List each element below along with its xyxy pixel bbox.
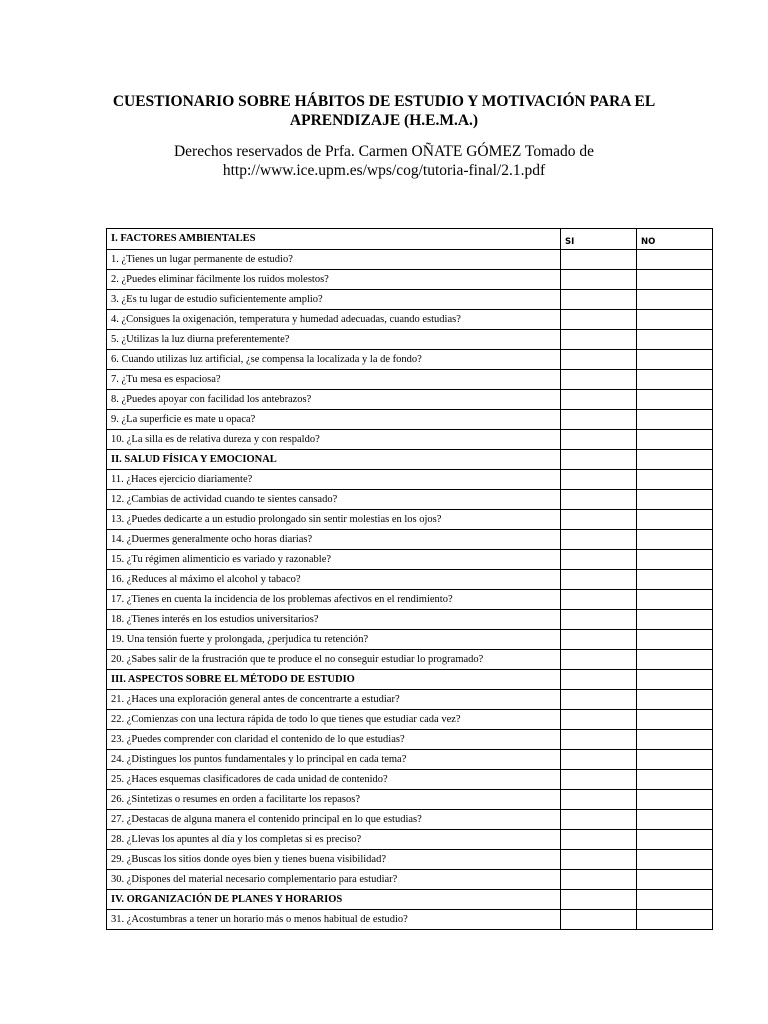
question-row bbox=[107, 710, 713, 730]
question-row bbox=[107, 550, 713, 570]
question-text: 1. ¿Tienes un lugar permanente de estudio? bbox=[107, 250, 561, 270]
question-row bbox=[107, 330, 713, 350]
no-answer-cell[interactable] bbox=[637, 590, 713, 610]
si-answer-cell[interactable] bbox=[561, 410, 637, 430]
question-row bbox=[107, 390, 713, 410]
no-answer-cell[interactable] bbox=[637, 530, 713, 550]
si-answer-cell[interactable] bbox=[561, 610, 637, 630]
si-answer-cell[interactable] bbox=[561, 270, 637, 290]
question-row bbox=[107, 810, 713, 830]
no-answer-cell[interactable] bbox=[637, 430, 713, 450]
section-title: II. SALUD FÍSICA Y EMOCIONAL bbox=[107, 450, 561, 470]
question-text: 6. Cuando utilizas luz artificial, ¿se compensa la localizada y la de fondo? bbox=[107, 350, 561, 370]
si-answer-cell[interactable] bbox=[561, 830, 637, 850]
question-text: 16. ¿Reduces al máximo el alcohol y tabaco? bbox=[107, 570, 561, 590]
question-row bbox=[107, 430, 713, 450]
question-row bbox=[107, 610, 713, 630]
si-answer-cell[interactable] bbox=[561, 390, 637, 410]
question-row bbox=[107, 750, 713, 770]
question-text: 31. ¿Acostumbras a tener un horario más o menos habitual de estudio? bbox=[107, 910, 561, 930]
credits-line-2: http://www.ice.upm.es/wps/cog/tutoria-final/2.1.pdf bbox=[222, 162, 546, 179]
si-answer-cell[interactable] bbox=[561, 870, 637, 890]
si-answer-cell[interactable] bbox=[561, 370, 637, 390]
no-answer-cell[interactable] bbox=[637, 550, 713, 570]
section-title: III. ASPECTOS SOBRE EL MÉTODO DE ESTUDIO bbox=[107, 670, 561, 690]
no-answer-cell[interactable] bbox=[637, 470, 713, 490]
question-row bbox=[107, 250, 713, 270]
no-answer-cell[interactable] bbox=[637, 330, 713, 350]
si-answer-cell[interactable] bbox=[561, 530, 637, 550]
no-answer-cell[interactable] bbox=[637, 710, 713, 730]
question-text: 13. ¿Puedes dedicarte a un estudio prolongado sin sentir molestias en los ojos? bbox=[107, 510, 561, 530]
question-text: 8. ¿Puedes apoyar con facilidad los antebrazos? bbox=[107, 390, 561, 410]
question-row bbox=[107, 270, 713, 290]
question-text: 10. ¿La silla es de relativa dureza y con respaldo? bbox=[107, 430, 561, 450]
question-text: 25. ¿Haces esquemas clasificadores de cada unidad de contenido? bbox=[107, 770, 561, 790]
question-text: 7. ¿Tu mesa es espaciosa? bbox=[107, 370, 561, 390]
question-row bbox=[107, 790, 713, 810]
si-answer-cell[interactable] bbox=[561, 730, 637, 750]
no-answer-cell[interactable] bbox=[637, 690, 713, 710]
question-text: 24. ¿Distingues los puntos fundamentales y lo principal en cada tema? bbox=[107, 750, 561, 770]
si-answer-cell[interactable] bbox=[561, 570, 637, 590]
si-answer-cell[interactable] bbox=[561, 690, 637, 710]
no-answer-cell[interactable] bbox=[637, 250, 713, 270]
si-answer-cell[interactable] bbox=[561, 290, 637, 310]
si-answer-cell[interactable] bbox=[561, 650, 637, 670]
question-row bbox=[107, 630, 713, 650]
credits-line-1: Derechos reservados de Prfa. Carmen OÑATE GÓMEZ Tomado de bbox=[173, 143, 595, 160]
question-text: 12. ¿Cambias de actividad cuando te sientes cansado? bbox=[107, 490, 561, 510]
section-title: IV. ORGANIZACIÓN DE PLANES Y HORARIOS bbox=[107, 890, 561, 910]
question-text: 14. ¿Duermes generalmente ocho horas diarias? bbox=[107, 530, 561, 550]
question-text: 23. ¿Puedes comprender con claridad el contenido de lo que estudias? bbox=[107, 730, 561, 750]
title-line-2: APRENDIZAJE (H.E.M.A.) bbox=[289, 112, 479, 129]
no-answer-cell[interactable] bbox=[637, 650, 713, 670]
no-answer-cell[interactable] bbox=[637, 910, 713, 930]
document-title bbox=[100, 92, 668, 130]
question-row bbox=[107, 410, 713, 430]
section-header-row bbox=[107, 229, 713, 250]
question-text: 26. ¿Sintetizas o resumes en orden a facilitarte los repasos? bbox=[107, 790, 561, 810]
question-row bbox=[107, 730, 713, 750]
no-answer-cell[interactable] bbox=[637, 410, 713, 430]
question-text: 27. ¿Destacas de alguna manera el contenido principal en lo que estudias? bbox=[107, 810, 561, 830]
no-answer-cell[interactable] bbox=[637, 490, 713, 510]
si-answer-cell[interactable] bbox=[561, 630, 637, 650]
si-cell bbox=[561, 670, 637, 690]
question-text: 2. ¿Puedes eliminar fácilmente los ruidos molestos? bbox=[107, 270, 561, 290]
section-header-row bbox=[107, 670, 713, 690]
no-answer-cell[interactable] bbox=[637, 370, 713, 390]
si-answer-cell[interactable] bbox=[561, 770, 637, 790]
si-answer-cell[interactable] bbox=[561, 470, 637, 490]
question-text: 20. ¿Sabes salir de la frustración que te produce el no conseguir estudiar lo programado? bbox=[107, 650, 561, 670]
no-answer-cell[interactable] bbox=[637, 850, 713, 870]
no-answer-cell[interactable] bbox=[637, 310, 713, 330]
question-row bbox=[107, 490, 713, 510]
question-row bbox=[107, 870, 713, 890]
question-text: 11. ¿Haces ejercicio diariamente? bbox=[107, 470, 561, 490]
question-row bbox=[107, 830, 713, 850]
question-text: 30. ¿Dispones del material necesario complementario para estudiar? bbox=[107, 870, 561, 890]
no-answer-cell[interactable] bbox=[637, 290, 713, 310]
si-answer-cell[interactable] bbox=[561, 310, 637, 330]
no-answer-cell[interactable] bbox=[637, 770, 713, 790]
question-text: 9. ¿La superficie es mate u opaca? bbox=[107, 410, 561, 430]
question-row bbox=[107, 910, 713, 930]
question-row bbox=[107, 650, 713, 670]
no-answer-cell[interactable] bbox=[637, 610, 713, 630]
question-row bbox=[107, 850, 713, 870]
column-header-si: SI bbox=[561, 229, 637, 250]
no-answer-cell[interactable] bbox=[637, 730, 713, 750]
question-text: 22. ¿Comienzas con una lectura rápida de todo lo que tienes que estudiar cada vez? bbox=[107, 710, 561, 730]
questionnaire-table bbox=[106, 228, 713, 930]
si-answer-cell[interactable] bbox=[561, 790, 637, 810]
title-line-1: CUESTIONARIO SOBRE HÁBITOS DE ESTUDIO Y MOTIVACIÓN PARA EL bbox=[112, 93, 656, 110]
no-answer-cell[interactable] bbox=[637, 270, 713, 290]
si-cell bbox=[561, 890, 637, 910]
si-answer-cell[interactable] bbox=[561, 850, 637, 870]
question-text: 17. ¿Tienes en cuenta la incidencia de los problemas afectivos en el rendimiento? bbox=[107, 590, 561, 610]
question-text: 19. Una tensión fuerte y prolongada, ¿perjudica tu retención? bbox=[107, 630, 561, 650]
section-title: I. FACTORES AMBIENTALES bbox=[107, 229, 561, 250]
no-cell bbox=[637, 670, 713, 690]
question-row bbox=[107, 530, 713, 550]
no-answer-cell[interactable] bbox=[637, 810, 713, 830]
no-answer-cell[interactable] bbox=[637, 350, 713, 370]
question-text: 5. ¿Utilizas la luz diurna preferentemente? bbox=[107, 330, 561, 350]
question-text: 29. ¿Buscas los sitios donde oyes bien y tienes buena visibilidad? bbox=[107, 850, 561, 870]
question-text: 21. ¿Haces una exploración general antes de concentrarte a estudiar? bbox=[107, 690, 561, 710]
si-answer-cell[interactable] bbox=[561, 350, 637, 370]
si-answer-cell[interactable] bbox=[561, 710, 637, 730]
question-row bbox=[107, 590, 713, 610]
question-text: 3. ¿Es tu lugar de estudio suficientemente amplio? bbox=[107, 290, 561, 310]
question-row bbox=[107, 510, 713, 530]
si-answer-cell[interactable] bbox=[561, 590, 637, 610]
si-answer-cell[interactable] bbox=[561, 330, 637, 350]
no-answer-cell[interactable] bbox=[637, 830, 713, 850]
no-answer-cell[interactable] bbox=[637, 570, 713, 590]
question-row bbox=[107, 690, 713, 710]
section-header-row bbox=[107, 890, 713, 910]
si-answer-cell[interactable] bbox=[561, 550, 637, 570]
question-row bbox=[107, 350, 713, 370]
no-cell bbox=[637, 890, 713, 910]
questionnaire-body bbox=[107, 229, 713, 930]
no-answer-cell[interactable] bbox=[637, 510, 713, 530]
question-row bbox=[107, 310, 713, 330]
question-row bbox=[107, 770, 713, 790]
si-cell bbox=[561, 450, 637, 470]
si-answer-cell[interactable] bbox=[561, 510, 637, 530]
column-header-no: NO bbox=[637, 229, 713, 250]
question-row bbox=[107, 570, 713, 590]
no-answer-cell[interactable] bbox=[637, 750, 713, 770]
si-answer-cell[interactable] bbox=[561, 910, 637, 930]
no-answer-cell[interactable] bbox=[637, 790, 713, 810]
no-cell bbox=[637, 450, 713, 470]
no-answer-cell[interactable] bbox=[637, 870, 713, 890]
question-text: 28. ¿Llevas los apuntes al día y los completas si es preciso? bbox=[107, 830, 561, 850]
si-answer-cell[interactable] bbox=[561, 490, 637, 510]
si-answer-cell[interactable] bbox=[561, 750, 637, 770]
question-row bbox=[107, 370, 713, 390]
question-text: 4. ¿Consigues la oxigenación, temperatura y humedad adecuadas, cuando estudias? bbox=[107, 310, 561, 330]
question-text: 18. ¿Tienes interés en los estudios universitarios? bbox=[107, 610, 561, 630]
si-answer-cell[interactable] bbox=[561, 250, 637, 270]
section-header-row bbox=[107, 450, 713, 470]
no-answer-cell[interactable] bbox=[637, 630, 713, 650]
question-row bbox=[107, 290, 713, 310]
si-answer-cell[interactable] bbox=[561, 430, 637, 450]
si-answer-cell[interactable] bbox=[561, 810, 637, 830]
question-text: 15. ¿Tu régimen alimenticio es variado y razonable? bbox=[107, 550, 561, 570]
no-answer-cell[interactable] bbox=[637, 390, 713, 410]
question-row bbox=[107, 470, 713, 490]
document-credits bbox=[100, 142, 668, 180]
